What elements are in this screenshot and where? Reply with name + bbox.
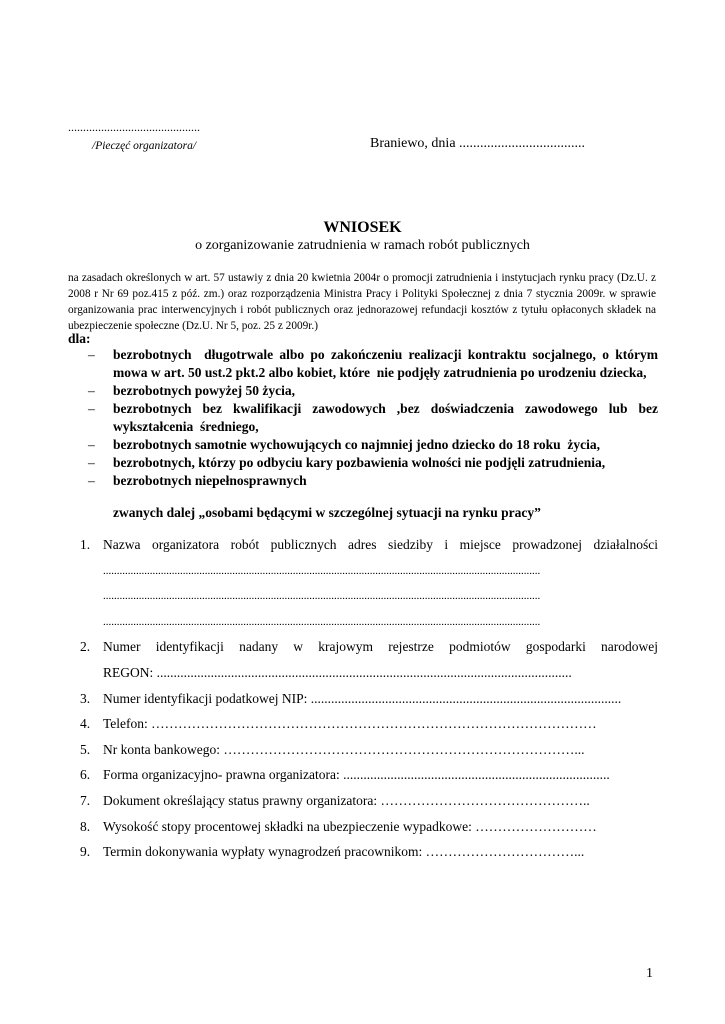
field-label: Numer identyfikacji nadany w krajowym rejestrze podmiotów gospodarki narodowej (103, 639, 658, 655)
for-label: dla: (68, 331, 91, 346)
list-item (88, 382, 658, 400)
dash-bullet: – (88, 347, 95, 362)
legal-basis-paragraph: na zasadach określonych w art. 57 ustawiy z dnia 20 kwietnia 2004r o promocji zatrudnienia i instytucjach rynku pracy (Dz.U. z 2008 r Nr 69 poz.415 z póź. zm.) oraz rozporządzenia Ministra Pracy i Polityki Społecznej z dnia 7 stycznia 2009r. w sprawie organizowania prac interwencyjnych i robót publicznych oraz jednorazowej refundacji kosztów z tytułu opłaconych składek na ubezpieczenie społeczne (Dz.U. Nr 5, poz. 25 z 2009r.) (68, 272, 656, 332)
field-number: 6. (80, 767, 91, 783)
field-number: 5. (80, 741, 91, 757)
form-field-bank-account[interactable] (80, 741, 658, 767)
field-number: 4. (80, 716, 91, 732)
target-group-text: bezrobotnych niepełnosprawnych (113, 473, 307, 488)
form-field-payroll-date[interactable] (80, 843, 658, 869)
form-fields-list (80, 536, 658, 869)
document-title: WNIOSEK (323, 219, 402, 236)
form-field-legal-form[interactable] (80, 766, 658, 792)
target-group-text: bezrobotnych powyżej 50 życia, (113, 383, 295, 398)
fill-in-line[interactable]: ............................................................................................................................................................... (103, 590, 541, 603)
form-field-legal-status-document[interactable] (80, 792, 658, 818)
dash-bullet: – (88, 401, 95, 416)
field-label: Nazwa organizatora robót publicznych adres siedziby i miejsce prowadzonej działalności (103, 537, 658, 552)
fill-in-line[interactable]: ............................................................................................................................................................... (103, 615, 541, 628)
stamp-placeholder: ............................................ (68, 120, 200, 134)
field-label: Numer identyfikacji podatkowej NIP: ............................................................................................ (103, 690, 622, 706)
field-number: 1. (80, 537, 91, 552)
form-field-accident-insurance-rate[interactable] (80, 818, 658, 844)
field-label: Wysokość stopy procentowej składki na ubezpieczenie wypadkowe: ……………………… (103, 818, 597, 834)
dash-bullet: – (88, 473, 95, 488)
target-group-text: bezrobotnych, którzy po odbyciu kary pozbawienia wolności nie podjęli zatrudnienia, (113, 455, 606, 470)
field-number: 7. (80, 792, 91, 808)
form-field-phone[interactable] (80, 715, 658, 741)
dash-bullet: – (88, 437, 95, 452)
field-label: Telefon: ……………………………………………………………………………………… (103, 716, 597, 732)
form-field-organizer-name (80, 536, 658, 638)
field-number: 2. (80, 639, 91, 655)
form-field-nip[interactable] (80, 690, 658, 716)
list-item (88, 436, 658, 454)
target-groups-summary: zwanych dalej „osobami będącymi w szczególnej sytuacji na rynku pracy” (113, 505, 541, 520)
document-subtitle: o zorganizowanie zatrudnienia w ramach robót publicznych (195, 238, 530, 253)
form-field-regon (80, 638, 658, 689)
field-number: 8. (80, 818, 91, 834)
list-item (88, 400, 662, 436)
field-label: Dokument określający status prawny organizatora: ……………………………………….. (103, 792, 590, 808)
regon-fill-in[interactable]: REGON: ........................................................................................................................... (103, 664, 572, 680)
dash-bullet: – (88, 383, 95, 398)
target-groups-list (88, 346, 662, 490)
list-item (88, 472, 658, 490)
target-group-text: bezrobotnych długotrwale albo po zakończeniu realizacji kontraktu socjalnego, o którym mowa w art. 50 ust.2 pkt.2 albo kobiet, które nie podjęły zatrudnienia po urodzeniu dziecka, (113, 347, 662, 380)
page-number: 1 (646, 966, 653, 981)
stamp-label: /Pieczęć organizatora/ (92, 140, 197, 152)
field-number: 9. (80, 844, 91, 860)
dash-bullet: – (88, 455, 95, 470)
fill-in-line[interactable]: ............................................................................................................................................................... (103, 564, 541, 577)
field-number: 3. (80, 690, 91, 706)
list-item (88, 346, 662, 382)
field-label: Nr konta bankowego: ……………………………………………………………………... (103, 741, 585, 757)
field-label: Termin dokonywania wypłaty wynagrodzeń pracownikom: ……………………………... (103, 844, 585, 860)
list-item (88, 454, 658, 472)
target-group-text: bezrobotnych bez kwalifikacji zawodowych ,bez doświadczenia zawodowego lub bez wykształcenia średniego, (113, 401, 662, 434)
place-date: Braniewo, dnia .................................... (370, 136, 586, 151)
field-label: Forma organizacyjno- prawna organizatora: ............................................................................... (103, 767, 610, 783)
target-group-text: bezrobotnych samotnie wychowujących co najmniej jedno dziecko do 18 roku życia, (113, 437, 600, 452)
